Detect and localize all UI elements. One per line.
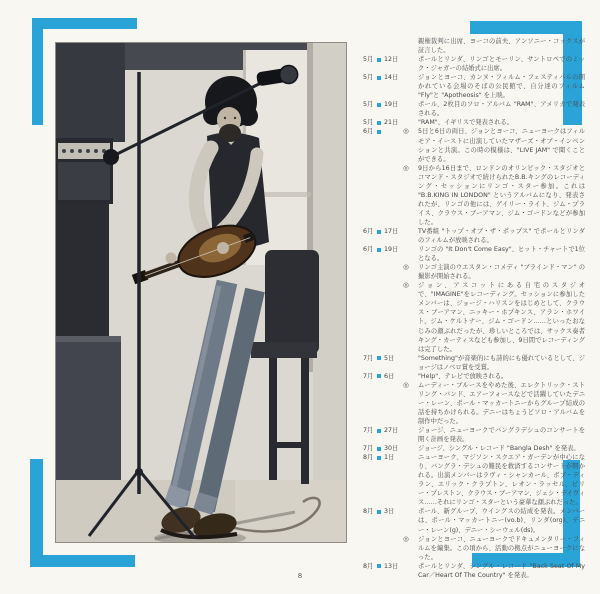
entry-month: 8月 xyxy=(363,454,374,462)
timeline-entry xyxy=(363,372,585,381)
timeline-entry xyxy=(363,426,585,444)
timeline-entry xyxy=(363,263,585,281)
entry-text: ムーディー・ブルースをやめた後、エレクトリック・ストリング・バンド、エアーフォースなどで活躍していたデニー・レーン、ポール・マッカートニーからグループ結成の話を持ちかけられる。デニーはちょうどソロ・アルバムを制作中だった。 xyxy=(418,381,585,425)
entry-text: ジョンとヨーコ、ニューヨークでドキュメンタリー・フィルムを編集。この頃から、活動の拠点がニューヨークになった。 xyxy=(418,535,585,561)
entry-text: 親権裁判に出席、ヨーコの前夫、アンソニー・コックスが証言した。 xyxy=(418,38,585,55)
entry-text: "Help"、テレビで放映される。 xyxy=(418,372,508,380)
entry-date-square-marker xyxy=(377,103,381,107)
timeline-entry xyxy=(363,281,585,353)
entry-month: 5月 xyxy=(363,74,374,82)
entry-day: 19日 xyxy=(384,246,399,254)
timeline-entry xyxy=(363,73,585,100)
entry-day: 17日 xyxy=(384,227,399,235)
timeline-entry xyxy=(363,453,585,507)
entry-day: 30日 xyxy=(384,445,399,453)
entry-text: "Something"が音楽的にも詩的にも優れているとして、ジョージはノベロ賞を受賞。 xyxy=(418,354,585,371)
entry-month: 7月 xyxy=(363,427,374,435)
timeline-entry xyxy=(363,127,585,163)
bracket-arm-horizontal xyxy=(30,555,135,567)
bracket-arm-vertical xyxy=(30,459,43,567)
timeline-entry xyxy=(363,164,585,227)
entry-circle-marker: ◎ xyxy=(403,380,409,389)
timeline-entry xyxy=(363,381,585,426)
timeline xyxy=(363,37,585,580)
entry-text: "RAM"、イギリスで発表される。 xyxy=(418,119,514,127)
entry-date-square-marker xyxy=(377,76,381,80)
timeline-entry xyxy=(363,444,585,453)
entry-text: ニューヨーク、マジソン・スクエア・ガーデンが中心になり、バングラ・デシュの難民を救済するコンサートが開かれる。出演メンバーはラヴィ・シャンカール、ボブ・ディラン、エリック・クラプトン、レオン・ラッセル、ビリー・プレストン、クラウス・ブーアマン、ジェシ・デイヴィス……それにリンゴ・スターという豪華な顔ぶれだった。 xyxy=(418,454,585,507)
entry-month: 7月 xyxy=(363,445,374,453)
timeline-entry xyxy=(363,507,585,534)
entry-date-square-marker xyxy=(377,130,381,134)
entry-text: TV番組 "トップ・オブ・ザ・ポップス" でポールとリンダのフィルムが放映される。 xyxy=(418,227,585,245)
entry-day: 3日 xyxy=(384,508,395,516)
entry-date-square-marker xyxy=(377,121,381,125)
entry-date-square-marker xyxy=(377,456,381,460)
photo-canvas xyxy=(55,42,347,543)
bracket-arm-vertical xyxy=(32,18,43,125)
entry-day: 12日 xyxy=(384,56,399,64)
timeline-entry xyxy=(363,37,585,55)
entry-circle-marker: ◎ xyxy=(403,127,409,136)
entry-month: 5月 xyxy=(363,101,374,109)
timeline-entry xyxy=(363,245,585,263)
entry-text: ジョン、アスコットにある自宅のスタジオで、"IMAGINE"をレコーディング。セッションに参加したメンバーは、ジョージ・ハリスンをはじめとして、クラウス・ブーアマン、ニッキー・ホプキンス、アラン・ホワイト、ジム・ケルトナー、ジム・ゴードン……といったおなじみの顔ぶれだったが、珍しいところでは、サックス奏者キング・カーティスなども参加し、9日間でレコーディングは完了した。 xyxy=(418,282,585,353)
entry-month: 5月 xyxy=(363,56,374,64)
seated-bassist-with-microphone-photo xyxy=(55,42,347,543)
timeline-entry xyxy=(363,100,585,118)
entry-text: ポール、新グループ、ウイングスの結成を発表。メンバーは、ポール・マッカートニー(vo.b)、リンダ(org)、デニー・レーン(g)、デニー・シーウェル(ds)。 xyxy=(418,508,585,534)
entry-month: 7月 xyxy=(363,372,374,380)
entry-text: ジョージ、ニューヨークでバングラデシュのコンサートを開く計画を発表。 xyxy=(418,427,585,444)
entry-date-square-marker xyxy=(377,374,381,378)
entry-day: 19日 xyxy=(384,101,399,109)
entry-date-square-marker xyxy=(377,248,381,252)
entry-text: ポールとリンダ、リンゴとモーリン、サントロペでのミック・ジャガーの結婚式に出席。 xyxy=(418,56,585,73)
entry-text: 5日と6日の両日、ジョンとヨーコ、ニューヨークはフィルモア・イーストに出演していたマザーズ・オブ・インベンションと共演。この時の模様は、"LIVE JAM" で聞くことができる。 xyxy=(418,128,585,163)
timeline-entry xyxy=(363,55,585,73)
entry-day: 1日 xyxy=(384,454,395,462)
entry-date-square-marker xyxy=(377,429,381,433)
entry-text: 9日から16日まで、ロンドンのオリンピック・スタジオとコマンド・スタジオで続けられたB.B.キングのレコーディング・セッションにリンゴ・スター参加。これは "B.B.KING IN LONDON" というアルバムになり、発表されたが、リンゴの他には、ゲイリー・ライト、ジム・プライス、クラウス・ブーアマン、ジム・ゴードンなどが参加した。 xyxy=(418,164,585,226)
entry-month: 6月 xyxy=(363,128,374,136)
timeline-entry xyxy=(363,535,585,562)
entry-date-square-marker xyxy=(377,356,381,360)
entry-day: 13日 xyxy=(384,562,399,570)
entry-month: 5月 xyxy=(363,119,374,127)
entry-month: 6月 xyxy=(363,246,374,254)
entry-month: 7月 xyxy=(363,354,374,362)
entry-text: ポール、2枚目のソロ・アルバム "RAM"、アメリカで発表される。 xyxy=(418,101,585,118)
timeline-entry xyxy=(363,118,585,127)
entry-date-square-marker xyxy=(377,510,381,514)
entry-circle-marker: ◎ xyxy=(403,163,409,172)
bracket-arm-horizontal xyxy=(32,18,137,29)
entry-day: 5日 xyxy=(384,354,395,362)
entry-month: 8月 xyxy=(363,508,374,516)
entry-date-square-marker xyxy=(377,58,381,62)
timeline-entry xyxy=(363,354,585,372)
timeline-entry xyxy=(363,562,585,580)
entry-month: 8月 xyxy=(363,562,374,570)
entry-text: リンゴ主演のウエスタン・コメディ "ブラインド・マン" の撮影が開始される。 xyxy=(418,264,585,281)
entry-month: 6月 xyxy=(363,227,374,235)
entry-day: 14日 xyxy=(384,74,399,82)
entry-text: ポールとリンダ、シングル・レコード "Back Seat Of My Car／Heart Of The Country" を発表。 xyxy=(418,562,585,579)
entry-date-square-marker xyxy=(377,230,381,234)
entry-day: 21日 xyxy=(384,119,399,127)
entry-circle-marker: ◎ xyxy=(403,281,409,290)
entry-day: 6日 xyxy=(384,372,395,380)
timeline-entry xyxy=(363,227,585,245)
entry-circle-marker: ◎ xyxy=(403,534,409,543)
entry-day: 27日 xyxy=(384,427,399,435)
entry-text: ジョンとヨーコ、カンヌ・フィルム・フェスティバルの開かれている会場のそばの公民館で、自分達のフィルム "Fly"と "Apotheosis" を上映。 xyxy=(418,74,585,100)
entry-text: リンゴの "It Don't Come Easy"、ヒット・チャートで1位となる。 xyxy=(418,246,585,263)
entry-text: ジョージ、シングル・レコード "Bangla Desh" を発表。 xyxy=(418,445,580,453)
entry-circle-marker: ◎ xyxy=(403,263,409,272)
entry-date-square-marker xyxy=(377,447,381,451)
entry-date-square-marker xyxy=(377,564,381,568)
page-number: 8 xyxy=(297,572,303,580)
